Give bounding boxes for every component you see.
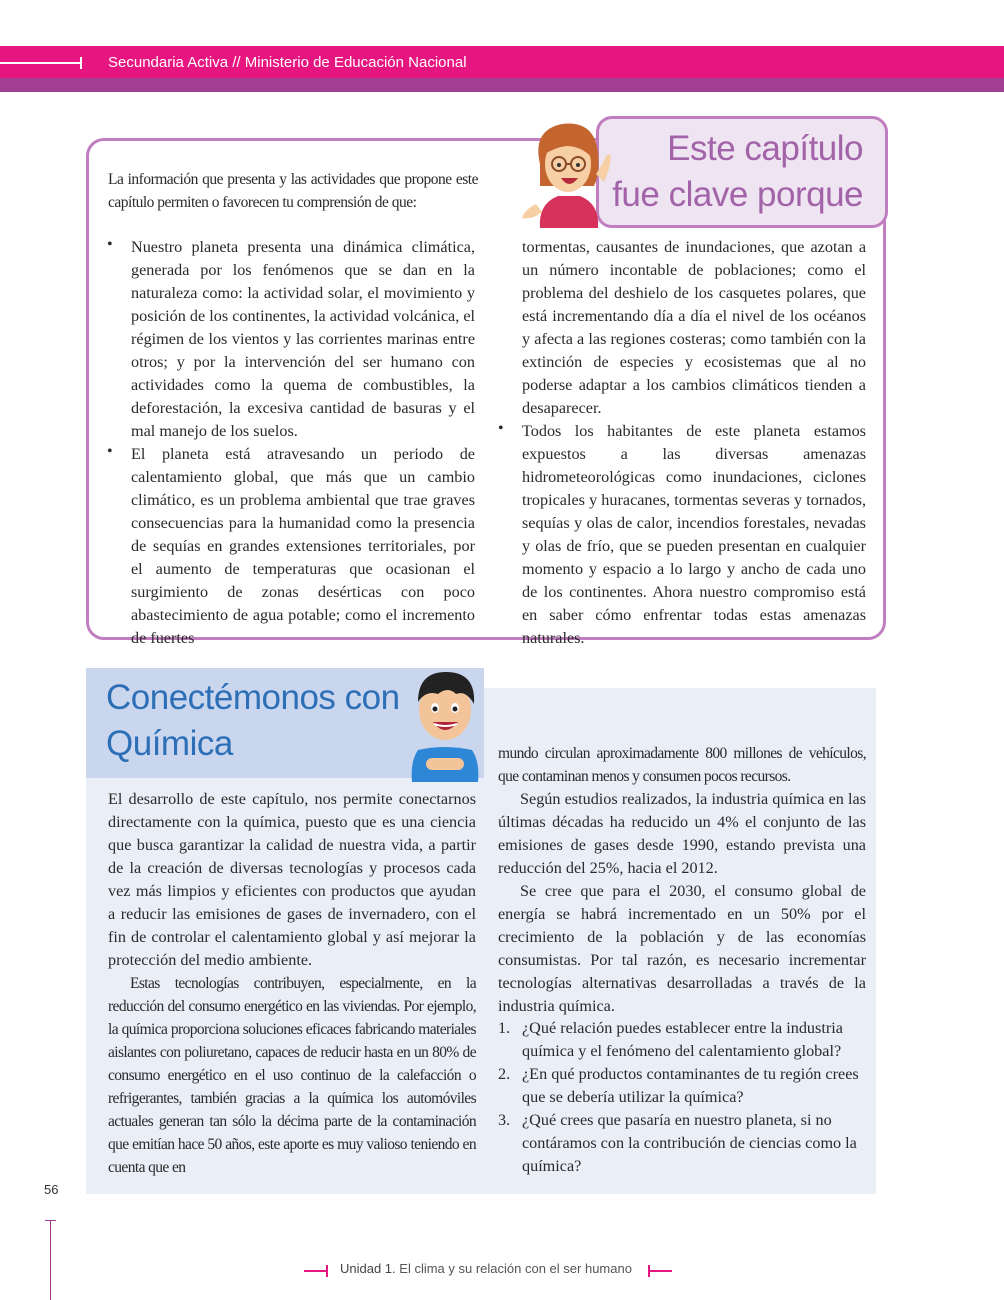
clave-column-right xyxy=(498,236,866,650)
clave-title-line-1: Este capítulo xyxy=(667,129,863,168)
bullet-3: • xyxy=(498,420,504,437)
footer-unit xyxy=(340,1261,632,1276)
boy-illustration xyxy=(404,664,486,782)
footer-left-rule xyxy=(304,1270,326,1272)
quimica-title-line-1: Conectémonos con xyxy=(106,678,400,717)
quimica-paragraph-5: Se cree que para el 2030, el consumo global de energía se habrá incrementado en un 50% por el crecimiento de la población y de las economías consumistas. Por tal razón, es necesario incrementar tecnologías alternativas desarrolladas a través de la industria química. xyxy=(498,882,866,1015)
question-text: ¿Qué crees que pasaría en nuestro planeta, si no contáramos con la contribución de ciencias como la química? xyxy=(522,1111,857,1175)
question-text: ¿En qué productos contaminantes de tu región crees que se debería utilizar la química? xyxy=(522,1065,859,1106)
header-rule xyxy=(0,62,80,64)
quimica-column-left xyxy=(108,788,476,1179)
footer-vertical-rule xyxy=(50,1220,51,1300)
girl-illustration xyxy=(518,112,618,228)
bullet-2: • xyxy=(107,443,113,460)
question-text: ¿Qué relación puedes establecer entre la industria química y el fenómeno del calentamiento global? xyxy=(522,1019,843,1060)
quimica-paragraph-2: Estas tecnologías contribuyen, especialmente, en la reducción del consumo energético en las viviendas. Por ejemplo, la química proporciona soluciones eficaces fabricando materiales aislantes con poliuretano, capaces de reducir hasta en un 80% de consumo energético en el uso continuo de la calefacción o refrigerantes, también gracias a la química los automóviles actuales generan tan sólo la décima parte de la contaminación que emitían hace 50 años, este aporte es muy valioso teniendo en cuenta que en xyxy=(108,975,476,1176)
clave-bullet-3: Todos los habitantes de este planeta estamos expuestos a las diversas amenazas hidrometeorológicas como inundaciones, ciclones tropicales y huracanes, tormentas severas y tornados, sequías y olas de calor, incendios forestales, nevadas y olas de frío, que se pueden presentan en cualquier momento y espacio a lo largo y ancho de cada uno de los continentes. Ahora nuestro compromiso está en saber cómo enfrentar todas estas amenazas naturales. xyxy=(522,422,866,647)
header-title: Secundaria Activa // Ministerio de Educación Nacional xyxy=(108,54,467,71)
question-number: 3. xyxy=(498,1111,511,1129)
footer-right-rule xyxy=(650,1270,672,1272)
question-item xyxy=(498,1109,868,1178)
footer-unit-label: Unidad 1. xyxy=(340,1261,396,1276)
header-rule-tick xyxy=(80,57,82,69)
quimica-paragraph-3: mundo circulan aproximadamente 800 millones de vehículos, que contaminan menos y consumen pocos recursos. xyxy=(498,745,866,785)
quimica-title-line-2: Química xyxy=(106,724,233,763)
page-number: 56 xyxy=(44,1182,59,1197)
quimica-column-right xyxy=(498,742,866,1018)
footer-vertical-tick xyxy=(45,1220,56,1221)
bullet-1: • xyxy=(107,236,113,253)
header-underband xyxy=(0,78,1004,92)
question-number: 1. xyxy=(498,1019,511,1037)
clave-title-line-2: fue clave porque xyxy=(612,175,863,214)
clave-bullet-2: El planeta está atravesando un periodo de calentamiento global, que más que un cambio climático, es un problema ambiental que trae graves consecuencias para la humanidad como la presencia de sequías en grandes extensiones territoriales, por el aumento de temperaturas que ocasionan el surgimiento de zonas desérticas con poco abastecimiento de agua potable; como el incremento de fuertes xyxy=(131,445,475,647)
quimica-paragraph-4: Según estudios realizados, la industria química en las últimas décadas ha reducido un 4% el conjunto de las emisiones de gases desde 1990, estando prevista una reducción del 25%, hacia el 2012. xyxy=(498,790,866,877)
footer-left-tick xyxy=(326,1265,328,1277)
clave-intro: La información que presenta y las actividades que propone este capítulo permiten o favorecen tu comprensión de que: xyxy=(108,171,478,211)
question-number: 2. xyxy=(498,1065,511,1083)
question-item xyxy=(498,1063,868,1109)
question-item xyxy=(498,1017,868,1063)
clave-bullet-1: Nuestro planeta presenta una dinámica climática, generada por los fenómenos que se dan en la naturaleza como: la actividad solar, el movimiento y posición de los continentes, la actividad volcánica, el régimen de los vientos y las corrientes marinas entre otros; y por la intervención del ser humano con actividades como la quema de combustibles, la deforestación, la excesiva cantidad de basuras y el mal manejo de los suelos. xyxy=(131,238,475,440)
quimica-paragraph-1: El desarrollo de este capítulo, nos permite conectarnos directamente con la química, puesto que es una ciencia que busca garantizar la calidad de nuestra vida, a partir de la creación de diversas tecnologías y procesos cada vez más limpios y eficientes con productos que ayudan a reducir las emisiones de gases de invernadero, con el fin de controlar el calentamiento global y así mejorar la protección del medio ambiente. xyxy=(108,790,476,969)
question-list xyxy=(498,1017,868,1178)
clave-column-left xyxy=(107,236,475,650)
clave-title-box xyxy=(596,116,888,228)
clave-continuation: tormentas, causantes de inundaciones, que azotan a un número incontable de poblaciones; como el problema del deshielo de los casquetes polares, que está incrementando día a día el nivel de los océanos y afecta a las regiones costeras; como también con la extinción de especies y ecosistemas que al no poderse adaptar a los cambios climáticos tienden a desaparecer. xyxy=(522,238,866,417)
footer-unit-title: El clima y su relación con el ser humano xyxy=(399,1261,632,1276)
